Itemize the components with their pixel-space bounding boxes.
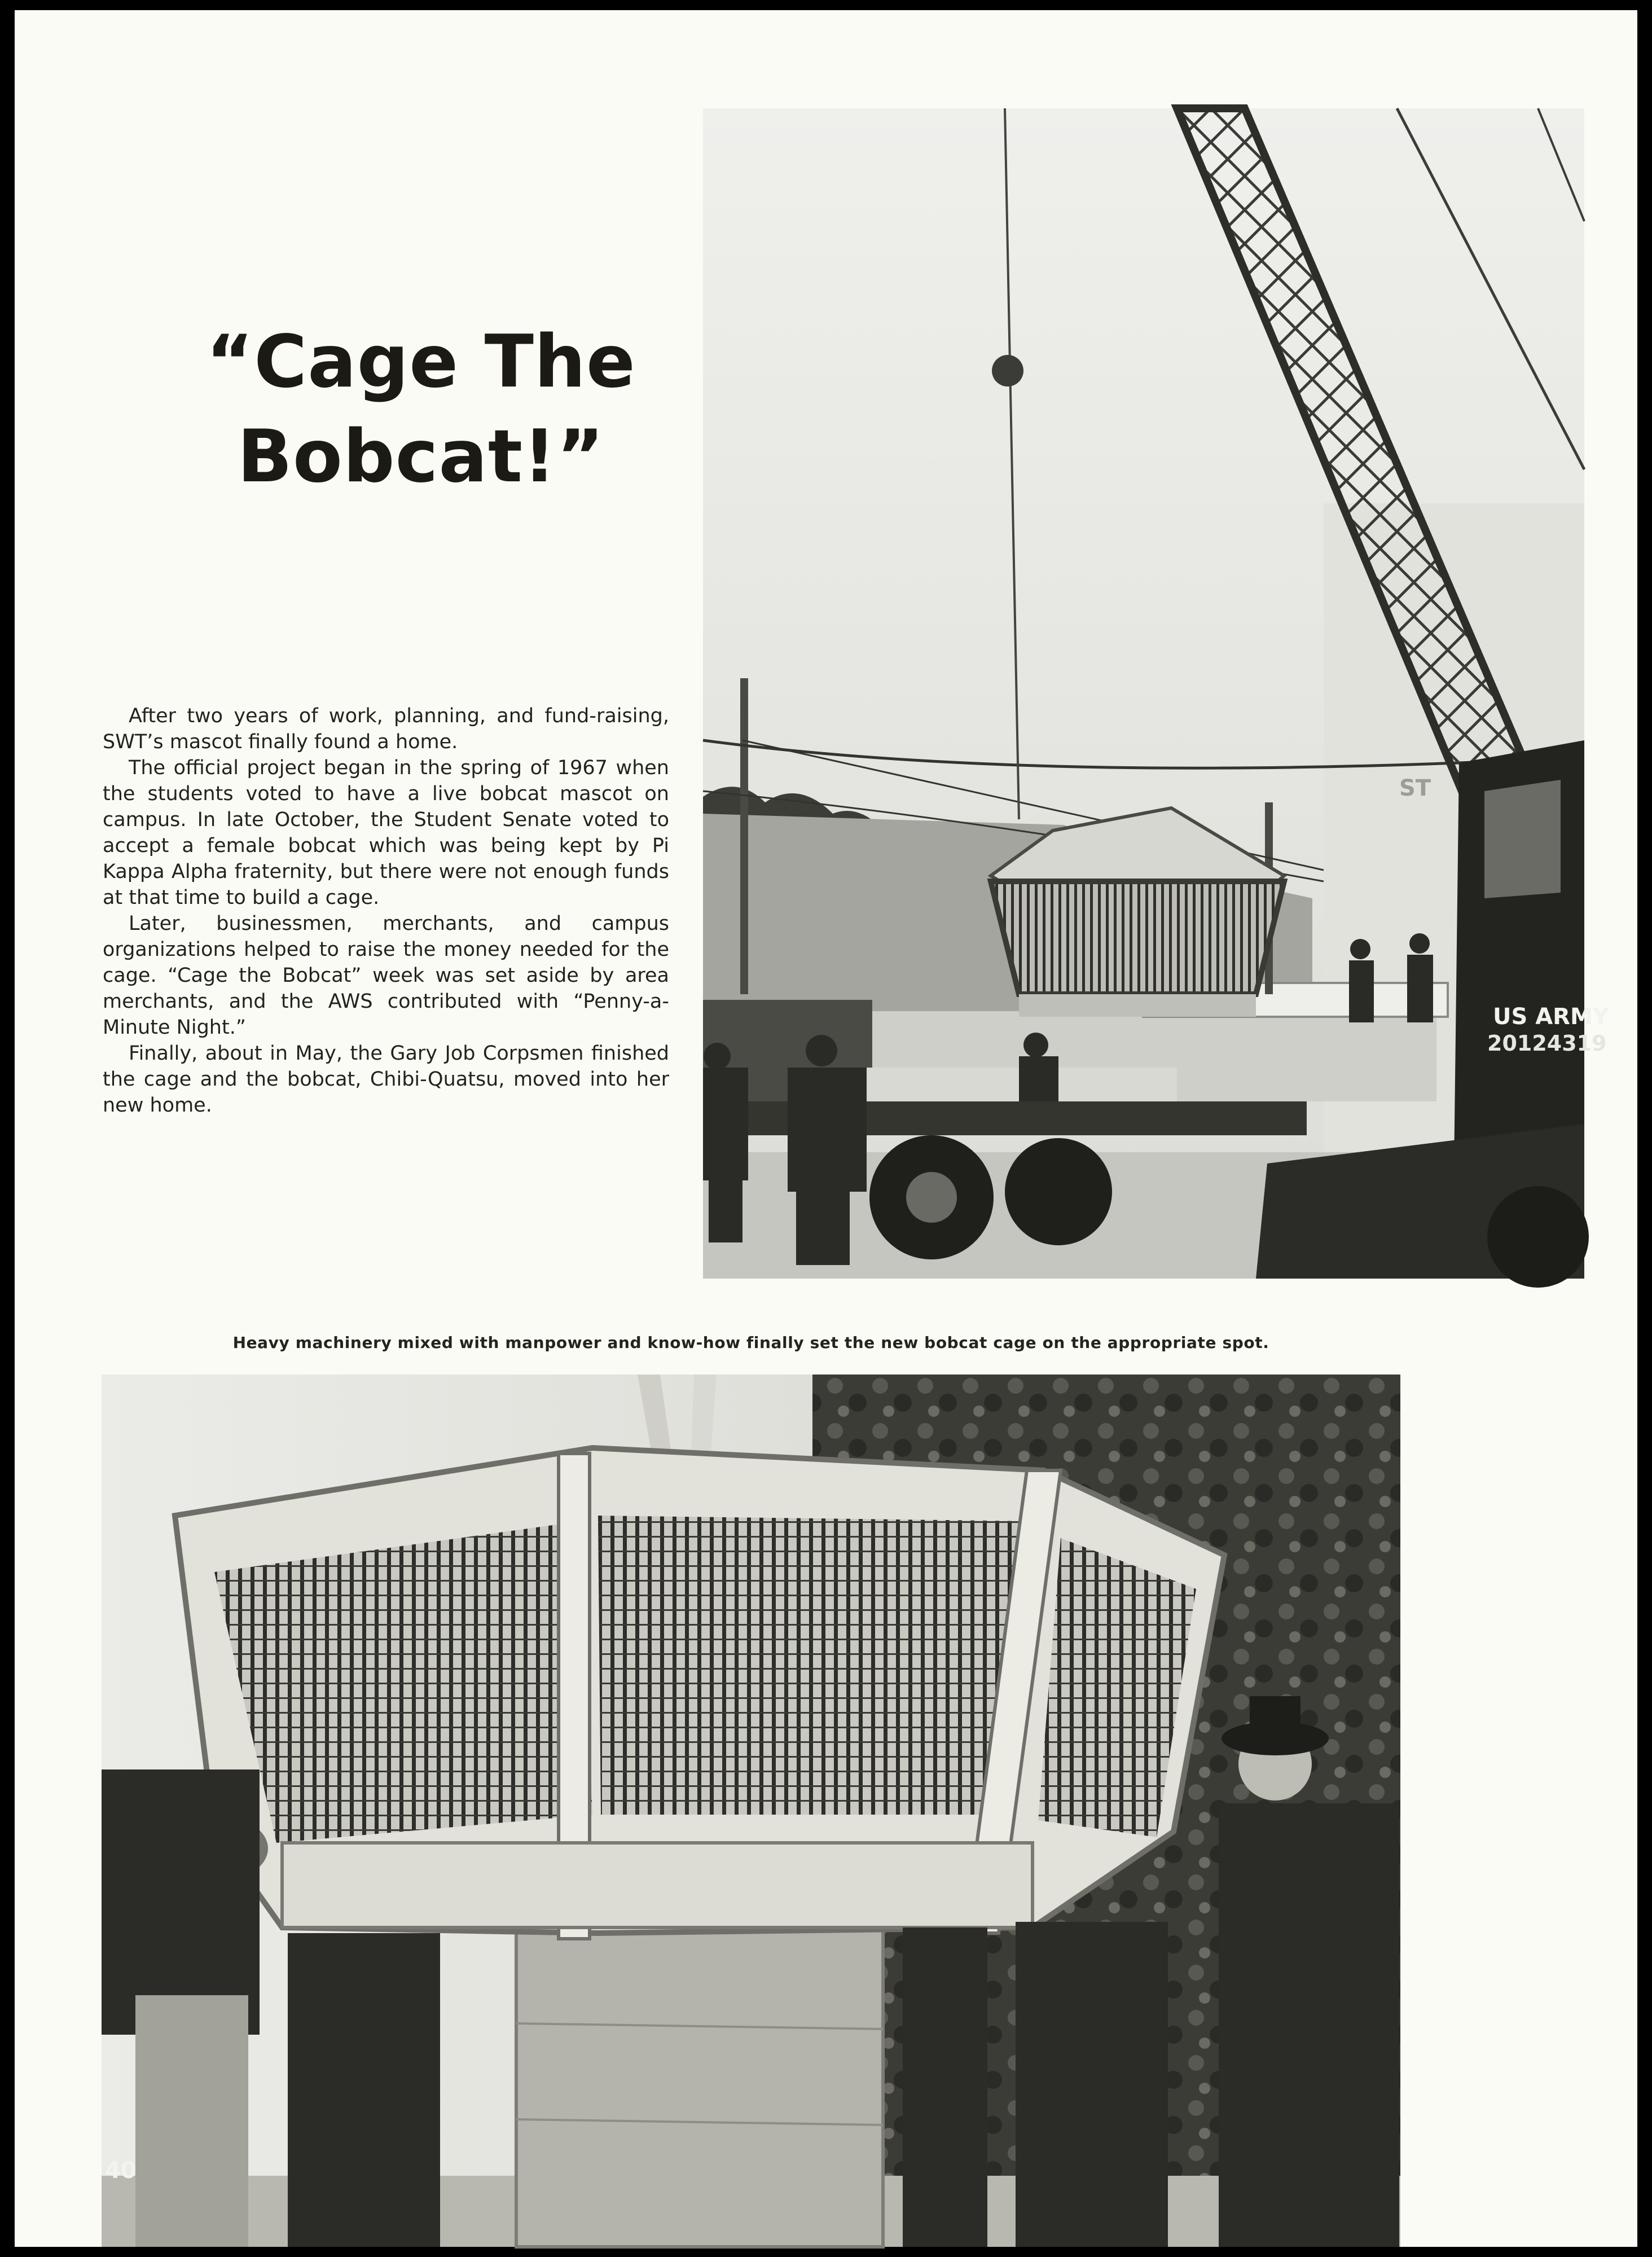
truck-marking-line-2: 20124319 [1487,1031,1607,1056]
paragraph-3: Later, businessmen, merchants, and campus organizations helped to raise the money needed for the cage. “Cage the Bobcat” week was set aside by area merchants, and the AWS contributed with “Penny-a-Minute Night.” [103,912,669,1039]
yearbook-page [15,10,1637,2247]
page-number: 40 [105,2158,137,2184]
headline-line-2: Bobcat!” [237,415,605,499]
cage-placement-scene [102,1375,1400,2247]
article-body [103,703,669,1118]
building-lettering: ST [1399,775,1431,801]
crane-scene [703,108,1609,1279]
cage-placement-photo [102,1375,1400,2247]
paragraph-1: After two years of work, planning, and fund-raising, SWT’s mascot finally found a home. [103,705,669,753]
truck-marking-line-1: US ARMY [1493,1004,1609,1030]
paragraph-2: The official project began in the spring of 1967 when the students voted to have a live bobcat mascot on campus. In late October, the Student Senate voted to accept a female bobcat which was being kept by Pi Kappa Alpha fraternity, but there were not enough funds at that time to build a cage. [103,757,669,909]
photo-caption: Heavy machinery mixed with manpower and know-how finally set the new bobcat cage on the appropriate spot. [232,1333,1269,1352]
paragraph-4: Finally, about in May, the Gary Job Corpsmen finished the cage and the bobcat, Chibi-Quatsu, moved into her new home. [103,1042,669,1117]
crane-photo [703,108,1609,1279]
headline-line-1: “Cage The [206,320,636,404]
headline [144,315,697,504]
